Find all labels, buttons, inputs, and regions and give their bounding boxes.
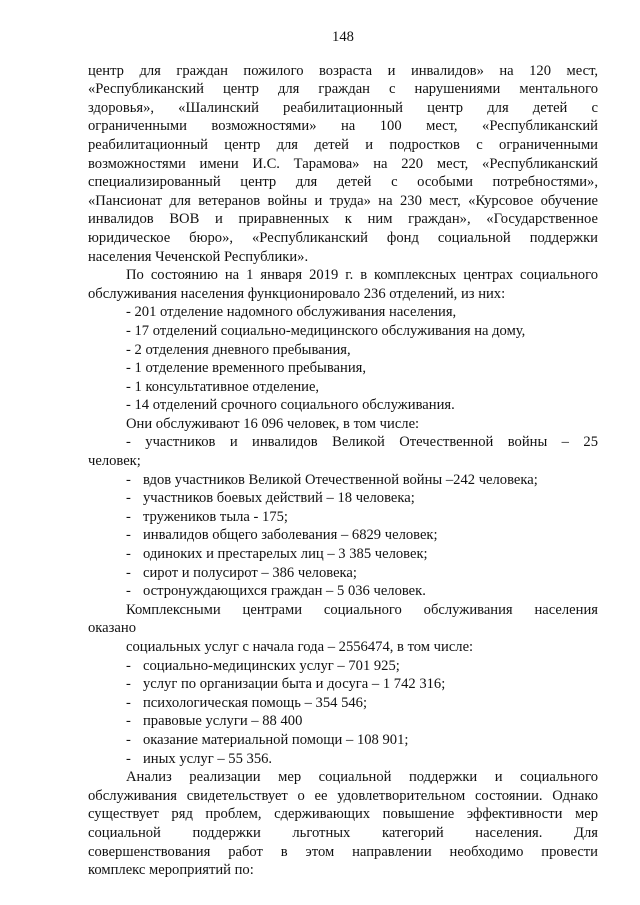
- list-item: - участников и инвалидов Великой Отечественной войны – 25: [126, 434, 598, 451]
- dash-marker: -: [126, 676, 131, 693]
- text-line: инвалидов ВОВ и приравненных к ним граждан», «Государственное: [88, 211, 598, 228]
- dash-marker: -: [126, 583, 131, 600]
- text-line: оказано: [88, 620, 136, 637]
- list-item: - 14 отделений срочного социального обслуживания.: [126, 397, 455, 414]
- text-line: Комплексными центрами социального обслуживания населения: [126, 601, 598, 618]
- dash-marker: -: [126, 713, 131, 730]
- list-item-text: вдов участников Великой Отечественной войны –242 человека;: [143, 471, 538, 488]
- text-line: По состоянию на 1 января 2019 г. в комплексных центрах социального: [126, 267, 598, 284]
- text-line: Анализ реализации мер социальной поддержки и социального: [126, 769, 598, 786]
- list-item-text: услуг по организации быта и досуга – 1 742 316;: [143, 676, 446, 693]
- dash-marker: -: [126, 490, 131, 507]
- list-item: - 201 отделение надомного обслуживания населения,: [126, 304, 457, 321]
- text-line: обслуживания населения функционировало 236 отделений, из них:: [88, 285, 506, 302]
- services-total: социальных услуг с начала года – 2556474, в том числе:: [126, 639, 474, 655]
- list-item-text: остронуждающихся граждан – 5 036 человек.: [143, 583, 426, 600]
- list-item: - 1 консультативное отделение,: [126, 378, 320, 395]
- list-item: [88, 657, 598, 676]
- list-item: - 1 отделение временного пребывания,: [126, 360, 366, 377]
- list-item-text: оказание материальной помощи – 108 901;: [143, 731, 409, 748]
- services-list: [88, 657, 598, 769]
- list-item: - 2 отделения дневного пребывания,: [126, 341, 351, 358]
- list-item-text: правовые услуги – 88 400: [143, 713, 303, 730]
- text-line: ограниченными возможностями» на 100 мест, «Республиканский: [88, 118, 598, 135]
- text-line: возможностями имени И.С. Тарамова» на 220 мест, «Республиканский: [88, 155, 598, 172]
- services-intro: [88, 601, 598, 638]
- text-line: комплекс мероприятий по:: [88, 862, 254, 879]
- text-line: «Республиканский центр для граждан с нарушениями ментального: [88, 81, 598, 98]
- text-line: человек;: [88, 453, 141, 470]
- dash-marker: -: [126, 546, 131, 563]
- text-line: реабилитационный центр для детей и подростков с ограниченными: [88, 136, 598, 153]
- list-item-text: тружеников тыла - 175;: [143, 508, 288, 525]
- list-item: [88, 694, 598, 713]
- list-item: - 17 отделений социально-медицинского обслуживания на дому,: [126, 322, 526, 339]
- list-item-text: инвалидов общего заболевания – 6829 человек;: [143, 527, 438, 544]
- served-intro: Они обслуживают 16 096 человек, в том числе:: [126, 415, 420, 432]
- dash-marker: -: [126, 731, 131, 748]
- text-line: совершенствования работ в этом направлении необходимо провести: [88, 843, 598, 860]
- list-item: [88, 526, 598, 545]
- list-item: [88, 489, 598, 508]
- list-item-text: сирот и полусирот – 386 человека;: [143, 564, 357, 581]
- list-item-text: участников боевых действий – 18 человека;: [143, 490, 415, 507]
- dash-marker: -: [126, 471, 131, 488]
- text-line: здоровья», «Шалинский реабилитационный центр для детей с: [88, 99, 598, 116]
- list-item-text: одиноких и престарелых лиц – 3 385 человек;: [143, 546, 428, 563]
- list-item: [88, 582, 598, 601]
- dash-marker: -: [126, 508, 131, 525]
- list-item-text: социально-медицинских услуг – 701 925;: [143, 657, 400, 674]
- text-line: обслуживания свидетельствует о ее удовлетворительном состоянии. Однако: [88, 787, 598, 804]
- dash-marker: -: [126, 527, 131, 544]
- list-item: [88, 750, 598, 769]
- list-item: [88, 564, 598, 583]
- list-item-text: психологическая помощь – 354 546;: [143, 694, 368, 711]
- text-line: «Пансионат для ветеранов войны и труда» на 230 мест, «Курсовое обучение: [88, 192, 598, 209]
- dash-marker: -: [126, 564, 131, 581]
- list-item: [88, 471, 598, 490]
- document-page: [88, 28, 598, 880]
- text-line: существует ряд проблем, сдерживающих повышение эффективности мер: [88, 806, 598, 823]
- text-line: населения Чеченской Республики».: [88, 248, 309, 265]
- served-list: [88, 433, 598, 600]
- dash-marker: -: [126, 694, 131, 711]
- text-line: юридическое бюро», «Республиканский фонд социальной поддержки: [88, 229, 598, 246]
- analysis-paragraph: [88, 768, 598, 880]
- list-item: [88, 508, 598, 527]
- text-line: социальной поддержки льготных категорий населения. Для: [88, 824, 598, 841]
- departments-intro: [88, 266, 598, 303]
- list-item: [88, 731, 598, 750]
- text-line: центр для граждан пожилого возраста и инвалидов» на 120 мест,: [88, 62, 598, 79]
- departments-list: [88, 303, 598, 415]
- list-item: [88, 545, 598, 564]
- page-number: 148: [332, 29, 354, 45]
- intro-paragraph: [88, 62, 598, 267]
- list-item-text: иных услуг – 55 356.: [143, 750, 273, 767]
- list-item: [88, 712, 598, 731]
- dash-marker: -: [126, 750, 131, 767]
- text-line: специализированный центр для детей с особыми потребностями»,: [88, 174, 598, 191]
- dash-marker: -: [126, 657, 131, 674]
- list-item: [88, 675, 598, 694]
